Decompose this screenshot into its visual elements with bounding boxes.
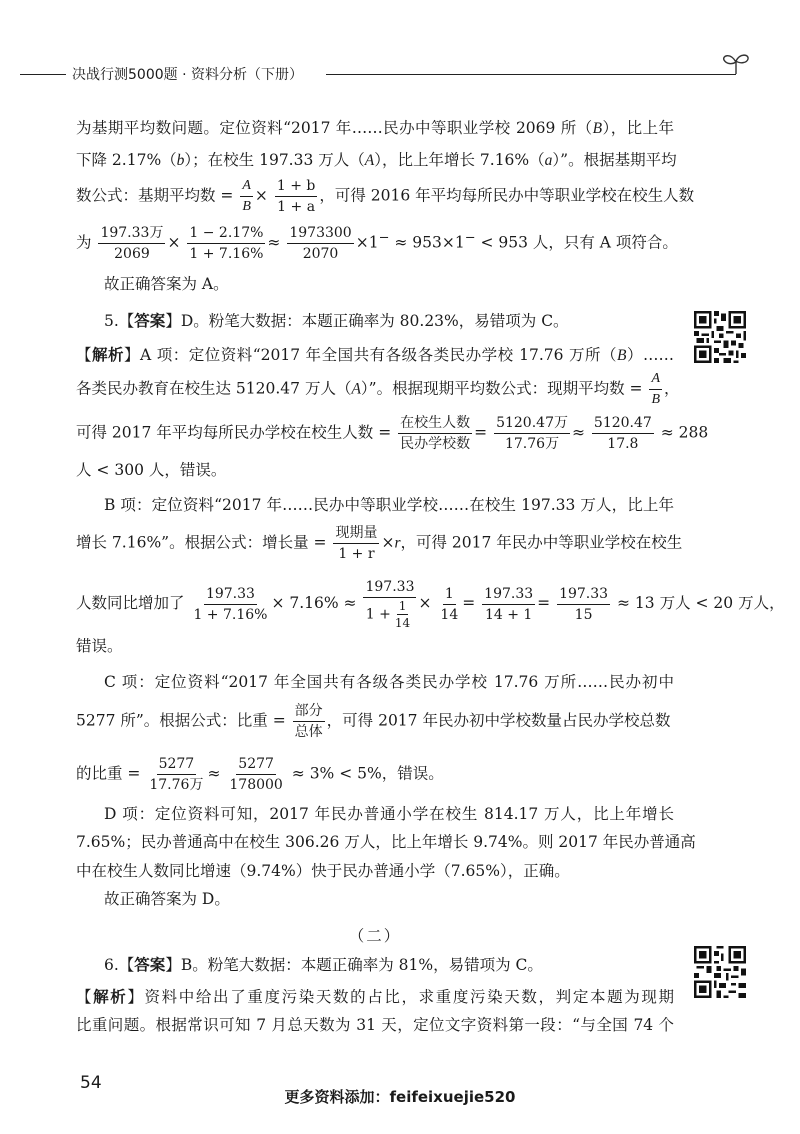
- section-heading: （二）: [348, 927, 402, 945]
- text-line: 为基期平均数问题。定位资料“2017 年……民办中等职业学校 2069 所（B），比上年: [76, 119, 674, 137]
- text-line: 7.65%；民办普通高中在校生 306.26 万人，比上年增长 9.74%。则 2017 年民办普通高: [76, 833, 696, 851]
- analysis-line: 【解析】A 项：定位资料“2017 年全国共有各级各类民办学校 17.76 万所（B）……: [76, 346, 674, 364]
- fraction: $\frac{1}{14}$: [394, 599, 411, 630]
- fraction: $\frac{\text{现期量}}{1 + r}$: [335, 525, 378, 562]
- formula-line: 增长 7.16%”。根据公式：增长量 = $\frac{\text{现期量}}{1 + r}$ ×r，可得 2017 年民办中等职业学校在校生: [76, 525, 683, 562]
- formula-line: 可得 2017 年平均每所民办学校在校生人数 = $\frac{\text{在校生人数}}{\text{民办学校数}}$ = $\frac{\text{5120.47万}}{\text{17.76万}}$ ≈ $\frac{5120.47}{17.8}$ ≈ 288: [76, 415, 709, 452]
- formula-line: 人数同比增加了 $\frac{197.33}{1 + 7.16\%}$ × 7.16% ≈ 197.33 1 + $\frac{1}{14}$ × $\frac{1}{14}$ = $\frac{197.33}{14 + 1}$ = $\frac{197.33}{15}$ ≈ 13 万人 < 20 万人，: [76, 579, 785, 630]
- analysis-line: 【解析】资料中给出了重度污染天数的占比，求重度污染天数，判定本题为现期: [76, 988, 674, 1006]
- fraction: $\frac{\text{部分}}{\text{总体}}$: [294, 703, 323, 740]
- header-rule-right: [326, 74, 736, 75]
- fraction: $\frac{\text{在校生人数}}{\text{民办学校数}}$: [400, 415, 471, 452]
- header-rule-left: [20, 74, 66, 75]
- fraction: $\frac{1 + b}{1 + a}$: [276, 178, 316, 215]
- fraction: $\frac{1 - 2.17\%}{1 + 7.16\%}$: [189, 225, 264, 262]
- text-line: 错误。: [76, 637, 123, 655]
- answer-conclusion: 故正确答案为 A。: [104, 275, 229, 293]
- text-line: 下降 2.17%（b）；在校生 197.33 万人（A），比上年增长 7.16%（a）”。根据基期平均: [76, 151, 677, 169]
- fraction: $\frac{\text{5120.47万}}{\text{17.76万}}$: [496, 415, 568, 452]
- qr-code-icon[interactable]: [694, 946, 746, 998]
- fraction: $\frac{5277}{178000}$: [229, 756, 283, 793]
- qr-code-icon[interactable]: [694, 311, 746, 363]
- text-line: 人 < 300 人，错误。: [76, 461, 227, 479]
- text-line: B 项：定位资料“2017 年……民办中等职业学校……在校生 197.33 万人，比上年: [104, 496, 674, 514]
- fraction: $\frac{5120.47}{17.8}$: [593, 415, 652, 452]
- formula-line: 数公式：基期平均数 = $\frac{A}{B}$ × $\frac{1 + b}{1 + a}$ ，可得 2016 年平均每所民办中等职业学校在校生人数: [76, 178, 695, 215]
- answer-line: 5.【答案】D。粉笔大数据：本题正确率为 80.23%，易错项为 C。: [104, 312, 569, 330]
- sprout-icon: [720, 50, 752, 76]
- answer-line: 6.【答案】B。粉笔大数据：本题正确率为 81%，易错项为 C。: [104, 956, 543, 974]
- fraction: $\frac{5277}{\text{17.76万}}$: [149, 756, 204, 793]
- formula-line: 的比重 = $\frac{5277}{\text{17.76万}}$ ≈ $\frac{5277}{178000}$ ≈ 3% < 5%，错误。: [76, 756, 444, 793]
- book-title: 决战行测5000题 · 资料分析（下册）: [72, 67, 303, 83]
- fraction: 197.33 1 + $\frac{1}{14}$: [365, 579, 415, 630]
- fraction: $\frac{A}{B}$: [242, 178, 251, 214]
- text-line: 中在校生人数同比增速（9.74%）快于民办普通小学（7.65%），正确。: [76, 862, 570, 880]
- fraction: $\frac{197.33}{1 + 7.16\%}$: [193, 585, 268, 623]
- fraction: $\frac{1}{14}$: [440, 585, 459, 623]
- answer-conclusion: 故正确答案为 D。: [104, 890, 230, 908]
- formula-line: 5277 所”。根据公式：比重 = $\frac{\text{部分}}{\text{总体}}$ ，可得 2017 年民办初中学校数量占民办学校总数: [76, 703, 671, 740]
- text-line: C 项：定位资料“2017 年全国共有各级各类民办学校 17.76 万所……民办初中: [104, 673, 674, 691]
- fraction: $\frac{1973300}{2070}$: [289, 225, 352, 262]
- text-line: 比重问题。根据常识可知 7 月总天数为 31 天，定位文字资料第一段：“与全国 74 个: [76, 1016, 674, 1034]
- page-number: 54: [80, 1073, 102, 1093]
- footer-note: 更多资料添加：feifeixuejie520: [284, 1088, 516, 1106]
- formula-line: 为 $\frac{\text{197.33万}}{2069}$ × $\frac{1 - 2.17\%}{1 + 7.16\%}$ ≈ $\frac{1973300}{2070}$ ×1− ≈ 953×1− < 953 人，只有 A 项符合。: [76, 225, 678, 262]
- fraction: $\frac{197.33}{14 + 1}$: [484, 585, 534, 623]
- text-line: D 项：定位资料可知，2017 年民办普通小学在校生 814.17 万人，比上年增长: [104, 805, 674, 823]
- fraction: $\frac{\text{197.33万}}{2069}$: [100, 225, 164, 262]
- formula-line: 各类民办教育在校生达 5120.47 万人（A）”。根据现期平均数公式：现期平均数 = $\frac{A}{B}$ ，: [76, 371, 680, 407]
- running-header: [20, 62, 720, 86]
- fraction: $\frac{197.33}{15}$: [559, 585, 609, 623]
- fraction: $\frac{A}{B}$: [651, 371, 661, 407]
